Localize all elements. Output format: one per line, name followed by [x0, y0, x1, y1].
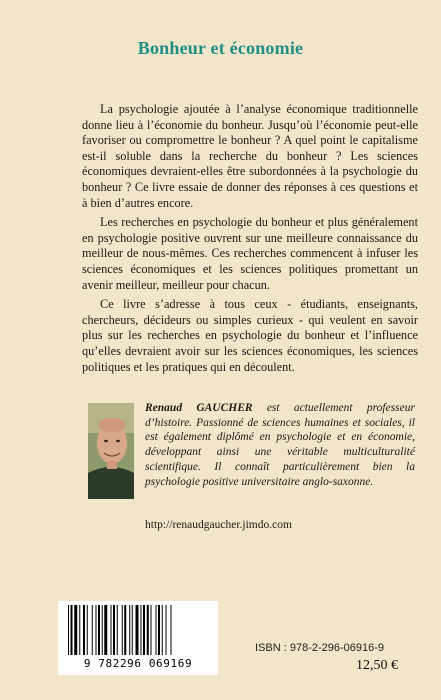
barcode-bars — [66, 605, 210, 657]
author-photo — [88, 403, 134, 499]
author-portrait-image — [88, 403, 134, 499]
book-title: Bonheur et économie — [137, 38, 304, 58]
barcode — [58, 601, 218, 675]
author-bio — [145, 401, 415, 489]
author-name: Renaud GAUCHER — [145, 402, 253, 414]
barcode-digits: 9 782296 069169 — [83, 657, 193, 670]
description — [82, 102, 418, 379]
author-website-link[interactable]: http://renaudgaucher.jimdo.com — [145, 519, 292, 531]
price: 12,50 € — [356, 658, 398, 673]
paragraph-3: Ce livre s’adresse à tous ceux - étudiants, enseignants, chercheurs, décideurs ou simples curieux - qui veulent en savoir plus sur les recherches en psychologie du bonheur et l’influence qu’elles devraient avoir sur les sciences économiques, les sciences politiques et les pratiques qui en découlent. — [82, 297, 418, 374]
paragraph-1: La psychologie ajoutée à l’analyse économique traditionnelle donne lieu à l’économie du bonheur. Jusqu’où l’économie peut-elle favoriser ou compromettre le bonheur ? A quel point le capitalisme est-il soluble dans la recherche du bonheur ? Les sciences économiques devraient-elles être subordonnées à la psychologie du bonheur ? Ce livre essaie de donner des réponses à ces questions et à bien d’autres encore. — [82, 102, 418, 210]
isbn: ISBN : 978-2-296-06916-9 — [255, 642, 385, 654]
author-bio-text: est actuellement professeur d’histoire. Passionné de sciences humaines et sociales, il est également diplômé en psychologie et en économie, développant ainsi une véritable multiculturalité scientifique. Il connaît particulièrement bien la psychologie positive universitaire anglo-saxonne. — [145, 402, 415, 488]
paragraph-2: Les recherches en psychologie du bonheur et plus généralement en psychologie positive ouvrent sur une meilleure connaissance du meilleur de nous-mêmes. Ces recherches commencent à infuser les sciences économiques et les sciences politiques promettant un avenir meilleur, meilleur pour chacun. — [82, 215, 418, 292]
